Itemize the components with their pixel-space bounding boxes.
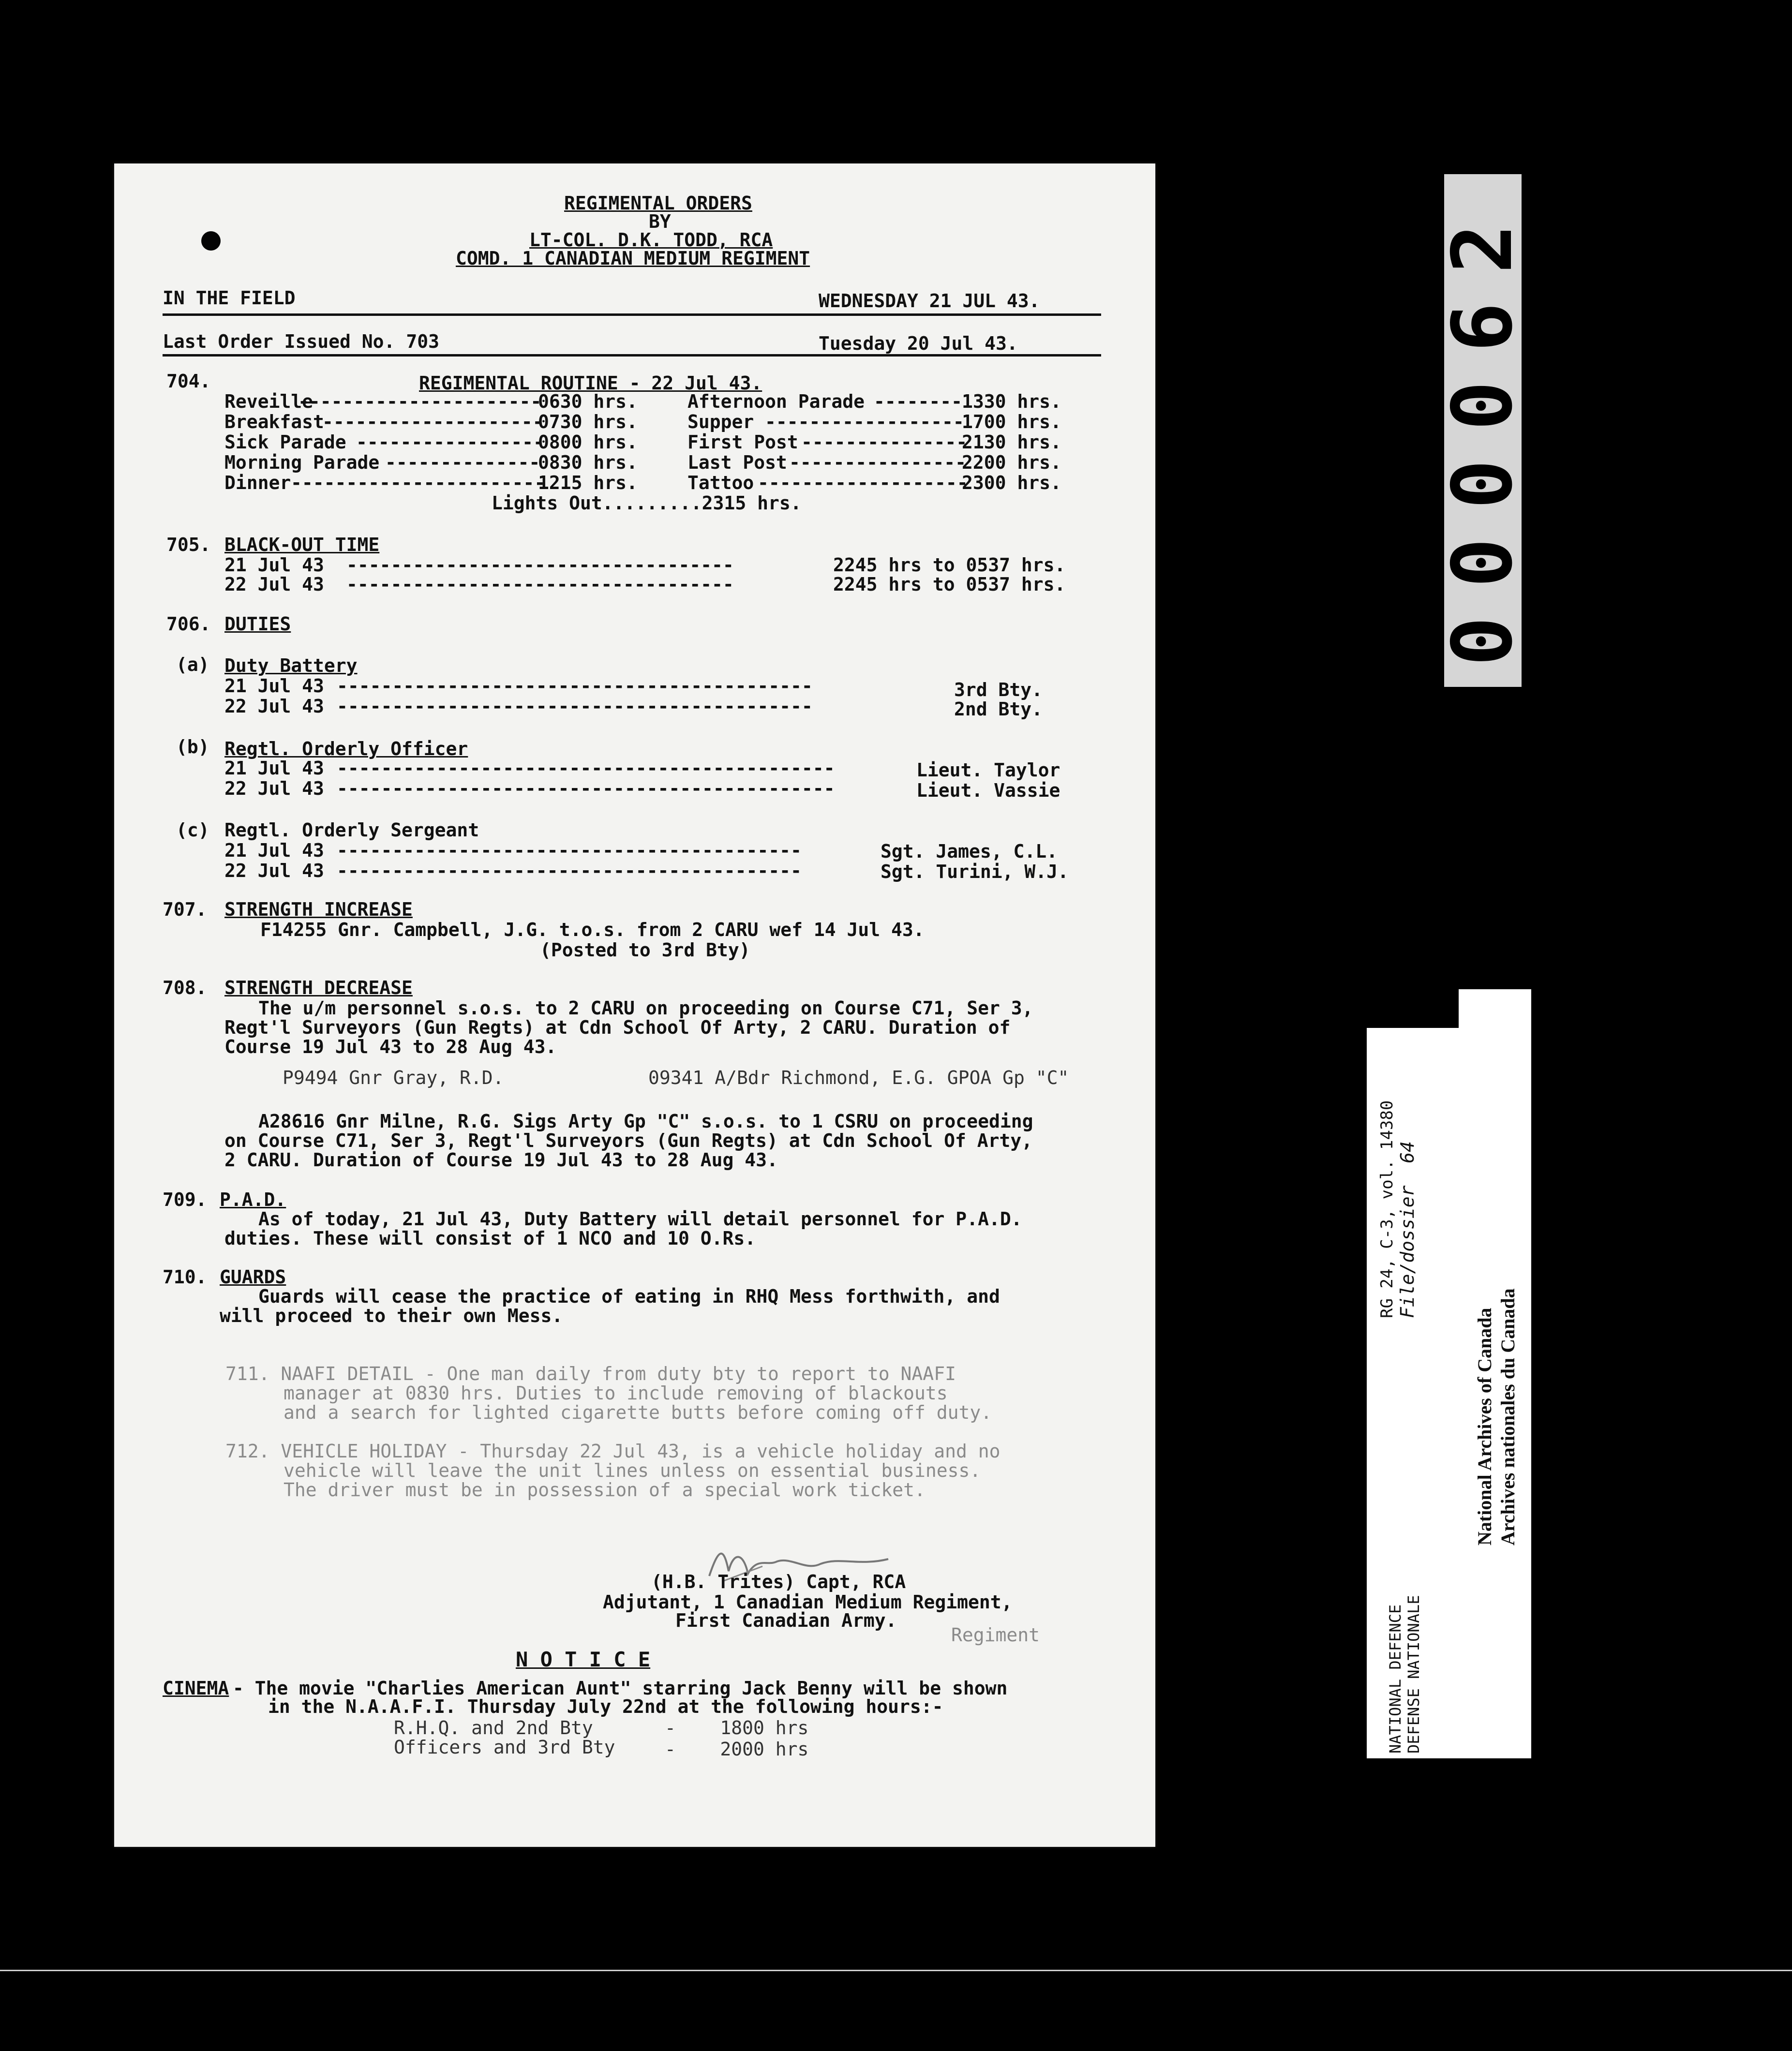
duties-b-title: Regtl. Orderly Officer <box>224 738 468 759</box>
leader: ------------------ <box>765 411 964 432</box>
frame-number: 000062 <box>1435 194 1531 667</box>
routine-right-time: 2130 hrs. <box>962 431 1061 453</box>
blackout-value: 2245 hrs to 0537 hrs. <box>833 574 1066 595</box>
routine-right-label: First Post <box>687 431 798 453</box>
leader: ----------------- <box>356 431 544 453</box>
frame-number-strip <box>1435 174 1531 687</box>
doc-title: REGIMENTAL ORDERS <box>564 193 752 214</box>
notice-label: CINEMA <box>163 1678 229 1699</box>
leader: --------------- <box>801 431 968 453</box>
doc-command: COMD. 1 CANADIAN MEDIUM REGIMENT <box>456 248 810 269</box>
decrease-p1-line: Regt'l Surveyors (Gun Regts) at Cdn School Of Arty, 2 CARU. Duration of <box>224 1017 1011 1038</box>
increase-line2: (Posted to 3rd Bty) <box>540 939 750 961</box>
archive-dept1: NATIONAL DEFENCE <box>1386 1604 1404 1754</box>
routine-right-label: Supper <box>687 411 754 432</box>
duties-b-letter: (b) <box>176 736 209 758</box>
leader: ---------------- <box>789 452 967 473</box>
notice-row1-time: - 1800 hrs <box>665 1717 809 1739</box>
archive-ref1: RG 24, C-3, vol. 14380 <box>1377 1100 1397 1318</box>
archive-dept2: DEFENSE NATIONALE <box>1404 1595 1423 1754</box>
doc-officer: LT-COL. D.K. TODD, RCA <box>529 229 773 251</box>
duty-value: Sgt. Turini, W.J. <box>881 861 1069 882</box>
item-706-number: 706. <box>166 613 211 635</box>
decrease-heading: STRENGTH DECREASE <box>224 977 413 998</box>
item-707-number: 707. <box>163 899 207 920</box>
decrease-person1: P9494 Gnr Gray, R.D. <box>283 1067 504 1088</box>
leader: -------------- <box>385 452 540 473</box>
duty-date: 21 Jul 43 <box>224 758 324 779</box>
pad-line: duties. These will consist of 1 NCO and 10 O.Rs. <box>224 1228 756 1249</box>
decrease-p1-line: Course 19 Jul 43 to 28 Aug 43. <box>224 1036 557 1057</box>
vehicle-line: vehicle will leave the unit lines unless on essential business. <box>284 1460 981 1481</box>
notice-row1-who: R.H.Q. and 2nd Bty <box>394 1717 593 1739</box>
leader: ------------------------------------------ <box>337 860 802 881</box>
leader: ----------------------- <box>291 472 546 493</box>
leader: ------------------------------------------- <box>337 675 813 697</box>
routine-heading: REGIMENTAL ROUTINE - 22 Jul 43. <box>419 372 762 394</box>
leader: ----------------------------------- <box>346 554 734 576</box>
duty-date: 21 Jul 43 <box>224 675 324 697</box>
decrease-person2: 09341 A/Bdr Richmond, E.G. GPOA Gp "C" <box>648 1067 1069 1088</box>
guards-line: will proceed to their own Mess. <box>220 1305 563 1326</box>
routine-left-time: 1215 hrs. <box>538 472 638 493</box>
routine-left-label: Dinner <box>224 472 291 493</box>
signature-faint: Regiment <box>951 1624 1040 1646</box>
duty-date: 22 Jul 43 <box>224 696 324 717</box>
notice-row2-who: Officers and 3rd Bty <box>394 1737 615 1758</box>
duty-value: 2nd Bty. <box>954 699 1043 720</box>
archive-reference-label <box>1367 1028 1459 1758</box>
routine-right-time: 2200 hrs. <box>962 452 1061 473</box>
leader: ------------------- <box>758 472 968 493</box>
archive-ref2: File/dossier 64 <box>1397 1141 1418 1318</box>
order-date: WEDNESDAY 21 JUL 43. <box>819 290 1040 312</box>
pad-heading: P.A.D. <box>220 1189 286 1210</box>
header-rule <box>163 313 1101 316</box>
duty-value: 3rd Bty. <box>954 679 1043 700</box>
signature-name: (H.B. Trites) Capt, RCA <box>651 1571 906 1592</box>
naafi-line: 711. NAAFI DETAIL - One man daily from duty bty to report to NAAFI <box>225 1363 956 1384</box>
nac-english: National Archives of Canada <box>1474 1308 1495 1546</box>
vehicle-line: 712. VEHICLE HOLIDAY - Thursday 22 Jul 43, is a vehicle holiday and no <box>225 1441 1001 1462</box>
decrease-p2-line: 2 CARU. Duration of Course 19 Jul 43 to 28 Aug 43. <box>224 1149 778 1171</box>
routine-right-time: 2300 hrs. <box>962 472 1061 493</box>
decrease-p2-line: A28616 Gnr Milne, R.G. Sigs Arty Gp "C" s.o.s. to 1 CSRU on proceeding <box>258 1111 1033 1132</box>
increase-heading: STRENGTH INCREASE <box>224 899 413 920</box>
leader: -------------------- <box>322 411 544 432</box>
doc-by: BY <box>649 211 671 232</box>
decrease-p1-line: The u/m personnel s.o.s. to 2 CARU on proceeding on Course C71, Ser 3, <box>258 997 1033 1019</box>
blackout-heading: BLACK-OUT TIME <box>224 534 380 555</box>
film-edge-line <box>0 1970 1792 1971</box>
duties-heading: DUTIES <box>224 613 291 635</box>
routine-left-time: 0830 hrs. <box>538 452 638 473</box>
duty-date: 21 Jul 43 <box>224 840 324 861</box>
routine-left-time: 0730 hrs. <box>538 411 638 432</box>
national-archives-label <box>1459 989 1531 1758</box>
leader: ---------------------- <box>298 391 542 412</box>
last-order-rule <box>163 354 1101 357</box>
guards-line: Guards will cease the practice of eating in RHQ Mess forthwith, and <box>258 1286 1000 1307</box>
item-708-number: 708. <box>163 977 207 998</box>
item-705-number: 705. <box>166 534 211 555</box>
duties-c-letter: (c) <box>176 819 209 841</box>
naafi-line: manager at 0830 hrs. Duties to include removing of blackouts <box>284 1382 948 1404</box>
item-709-number: 709. <box>163 1189 207 1210</box>
routine-left-label: Reveille <box>224 391 314 412</box>
notice-title: N O T I C E <box>516 1648 651 1671</box>
signature-role: Adjutant, 1 Canadian Medium Regiment, <box>603 1591 1013 1613</box>
punch-hole <box>201 231 221 251</box>
leader: ------------------------------------------- <box>337 696 813 717</box>
pad-line: As of today, 21 Jul 43, Duty Battery will detail personnel for P.A.D. <box>258 1208 1022 1230</box>
duties-c-title: Regtl. Orderly Sergeant <box>224 819 479 841</box>
routine-right-label: Last Post <box>687 452 787 473</box>
duties-a-title: Duty Battery <box>224 655 358 676</box>
vehicle-line: The driver must be in possession of a special work ticket. <box>284 1479 926 1501</box>
leader: --------------------------------------------- <box>337 778 835 799</box>
duties-a-letter: (a) <box>176 654 209 675</box>
routine-right-label: Tattoo <box>687 472 754 493</box>
notice-row2-time: - 2000 hrs <box>665 1739 809 1760</box>
duty-value: Lieut. Taylor <box>916 759 1060 781</box>
blackout-date: 22 Jul 43 <box>224 574 324 595</box>
guards-heading: GUARDS <box>220 1266 286 1288</box>
duty-value: Lieut. Vassie <box>916 780 1060 801</box>
routine-left-time: 0800 hrs. <box>538 431 638 453</box>
last-order-date: Tuesday 20 Jul 43. <box>819 333 1018 354</box>
naafi-line: and a search for lighted cigarette butts before coming off duty. <box>284 1402 992 1423</box>
leader: --------------------------------------------- <box>337 758 835 779</box>
document-page <box>114 163 1155 1847</box>
notice-line2: in the N.A.A.F.I. Thursday July 22nd at the following hours:- <box>268 1696 943 1717</box>
leader: -------- <box>874 391 963 412</box>
item-704-number: 704. <box>166 371 211 392</box>
item-710-number: 710. <box>163 1266 207 1288</box>
duty-date: 22 Jul 43 <box>224 860 324 881</box>
leader: ------------------------------------------ <box>337 840 802 861</box>
blackout-date: 21 Jul 43 <box>224 554 324 576</box>
signature-army: First Canadian Army. <box>675 1610 897 1631</box>
blackout-value: 2245 hrs to 0537 hrs. <box>833 554 1066 576</box>
lights-out: Lights Out.........2315 hrs. <box>492 492 802 514</box>
notice-line1: - The movie "Charlies American Aunt" starring Jack Benny will be shown <box>222 1678 1008 1699</box>
nac-french: Archives nationales du Canada <box>1497 1288 1519 1546</box>
last-order: Last Order Issued No. 703 <box>163 331 439 352</box>
routine-left-time: 0630 hrs. <box>538 391 638 412</box>
duty-date: 22 Jul 43 <box>224 778 324 799</box>
duty-value: Sgt. James, C.L. <box>881 841 1058 862</box>
location: IN THE FIELD <box>163 287 296 309</box>
routine-right-time: 1330 hrs. <box>962 391 1061 412</box>
decrease-p2-line: on Course C71, Ser 3, Regt'l Surveyors (Gun Regts) at Cdn School Of Arty, <box>224 1130 1033 1151</box>
routine-left-label: Breakfast <box>224 411 324 432</box>
increase-line1: F14255 Gnr. Campbell, J.G. t.o.s. from 2 CARU wef 14 Jul 43. <box>260 919 925 940</box>
routine-left-label: Morning Parade <box>224 452 380 473</box>
routine-left-label: Sick Parade <box>224 431 346 453</box>
routine-right-time: 1700 hrs. <box>962 411 1061 432</box>
leader: ----------------------------------- <box>346 574 734 595</box>
routine-right-label: Afternoon Parade <box>687 391 865 412</box>
